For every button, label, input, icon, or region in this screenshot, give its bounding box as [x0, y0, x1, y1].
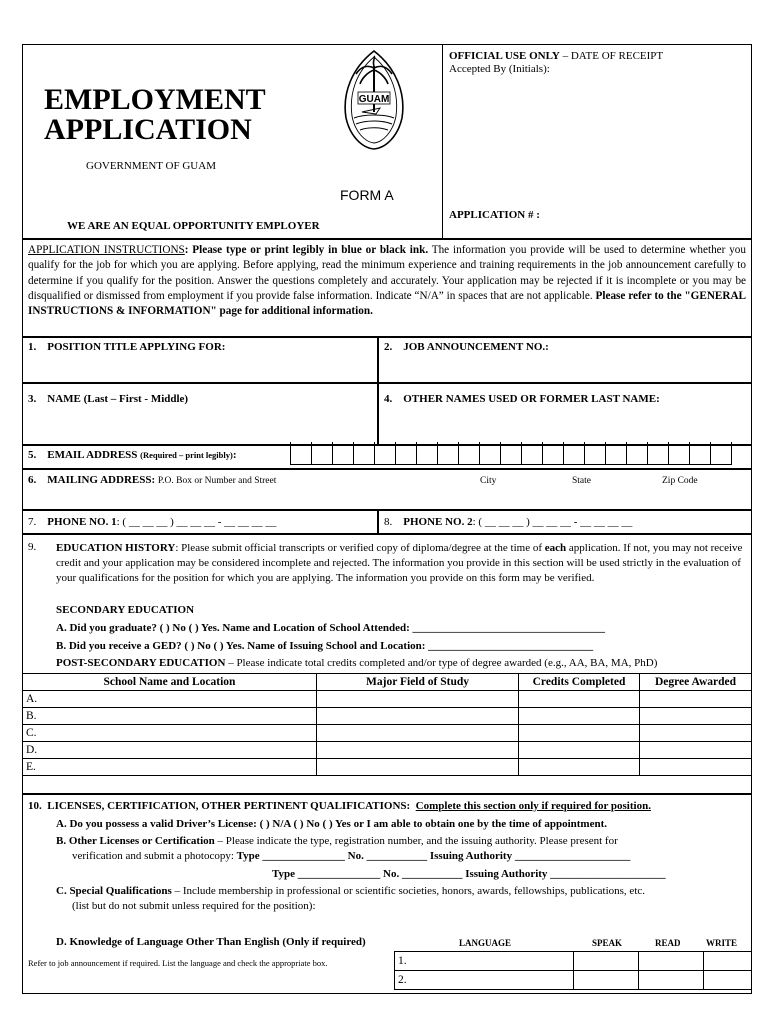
col-read: READ: [655, 938, 681, 948]
col-write: WRITE: [706, 938, 738, 948]
form-label: FORM A: [340, 187, 394, 203]
license-type-row-1[interactable]: Type _______________ No. ___________ Issuing Authority _____________________: [236, 850, 631, 862]
application-number-label: APPLICATION # :: [449, 209, 540, 221]
col-major: Major Field of Study: [317, 674, 519, 691]
official-use-label: OFFICIAL USE ONLY – DATE OF RECEIPT: [449, 50, 664, 62]
secondary-b-line[interactable]: B. Did you receive a GED? ( ) No ( ) Yes. Name of Issuing School and Location: ______________________________: [56, 640, 594, 652]
government-label: GOVERNMENT OF GUAM: [86, 160, 216, 172]
special-qualifications-line: C. Special Qualifications – Include membership in professional or scientific societies, honors, awards, fellowships, publications, etc.: [56, 885, 646, 897]
col-credits: Credits Completed: [519, 674, 640, 691]
email-note: (Required – print legibly): [140, 450, 233, 460]
education-text: EDUCATION HISTORY: Please submit official transcripts or verified copy of diploma/degree at the time of each application. If not, you may not receive credit and your application may be considered incomplete and rejected. The information you provide in this section will be used strictly in the evaluation of your qualifications for the position for which you are applying. The information you provide on this form may be verified.: [56, 542, 743, 584]
other-names-label: OTHER NAMES USED OR FORMER LAST NAME: [403, 393, 657, 405]
phone-2-blank: : ( __ __ __ ) __ __ __ - __ __ __ __: [472, 516, 633, 528]
special-qualifications-note: (list but do not submit unless required for the position):: [72, 900, 316, 912]
table-row: B.: [23, 708, 752, 725]
col-degree: Degree Awarded: [640, 674, 752, 691]
mailing-address-note: P.O. Box or Number and Street: [157, 476, 277, 486]
post-secondary-table: [22, 673, 752, 776]
table-row: D.: [23, 742, 752, 759]
city-label: City: [480, 476, 497, 486]
other-licenses-line: B. Other Licenses or Certification – Please indicate the type, registration number, and the issuing authority. Please present for: [56, 835, 618, 847]
job-announcement-label: JOB ANNOUNCEMENT NO.: [403, 341, 546, 353]
education-number: 9.: [28, 541, 37, 553]
accepted-by-label: Accepted By (Initials):: [449, 63, 550, 75]
equal-opportunity-label: WE ARE AN EQUAL OPPORTUNITY EMPLOYER: [67, 220, 320, 232]
col-speak: SPEAK: [592, 938, 623, 948]
secondary-a-line[interactable]: A. Did you graduate? ( ) No ( ) Yes. Name and Location of School Attended: ___________________________________: [56, 622, 605, 634]
phone-1-blank: : ( __ __ __ ) __ __ __ - __ __ __ __: [116, 516, 277, 528]
col-school: School Name and Location: [23, 674, 317, 691]
language-heading: D. Knowledge of Language Other Than English (Only if required): [56, 936, 366, 948]
seal-text: GUAM: [358, 94, 390, 105]
form-title-line2: APPLICATION: [44, 113, 252, 146]
email-label: EMAIL ADDRESS: [47, 449, 138, 461]
name-label: NAME (Last – First - Middle): [47, 393, 189, 405]
state-label: State: [572, 476, 591, 486]
guam-seal-icon: [336, 48, 412, 152]
language-table: [394, 951, 752, 990]
table-row: E.: [23, 759, 752, 776]
mailing-address-label: MAILING ADDRESS: [47, 474, 152, 486]
col-language: LANGUAGE: [459, 938, 512, 948]
zip-code-label: Zip Code: [662, 476, 698, 486]
form-title-line1: EMPLOYMENT: [44, 83, 266, 116]
phone-2-label: PHONE NO. 2: [403, 516, 473, 528]
table-row: C.: [23, 725, 752, 742]
drivers-license-line[interactable]: A. Do you possess a valid Driver’s License: ( ) N/A ( ) No ( ) Yes or I am able to obtain one by the time of appointment.: [56, 818, 607, 830]
post-secondary-label: POST-SECONDARY EDUCATION – Please indicate total credits completed and/or type of degree awarded (e.g., AA, BA, MA, PhD): [56, 657, 658, 669]
language-instructions: Refer to job announcement if required. List the language and check the appropriate box.: [28, 958, 328, 968]
email-character-boxes[interactable]: [290, 442, 732, 465]
licenses-heading: 10. LICENSES, CERTIFICATION, OTHER PERTINENT QUALIFICATIONS: Complete this section only if required for position.: [28, 800, 651, 812]
verification-line: verification and submit a photocopy: Type _______________ No. ___________ Issuing Authority _____________________: [72, 850, 631, 862]
license-type-row-2[interactable]: Type _______________ No. ___________ Issuing Authority _____________________: [272, 868, 666, 880]
table-row: 1.: [395, 952, 752, 971]
position-title-label: POSITION TITLE APPLYING FOR: [47, 341, 222, 353]
table-row: 2.: [395, 971, 752, 990]
table-row: A.: [23, 691, 752, 708]
phone-1-label: PHONE NO. 1: [47, 516, 117, 528]
instructions-text: APPLICATION INSTRUCTIONS: Please type or print legibly in blue or black ink. The information you provide will be used to determine whether you qualify for the job for which you are applying. Before applying, read the minimum experience and training requirements in the job announcement carefully to determine if you qualify for the position. Answer the questions completely and accurately. Your application may be rejected if it is incomplete or you may be disqualified or dismissed from employment if you provide false information. Indicate “N/A” in spaces that are not applicable. Please refer to the "GENERAL INSTRUCTIONS & INFORMATION" page for additional information.: [28, 244, 746, 318]
secondary-education-label: SECONDARY EDUCATION: [56, 604, 195, 616]
